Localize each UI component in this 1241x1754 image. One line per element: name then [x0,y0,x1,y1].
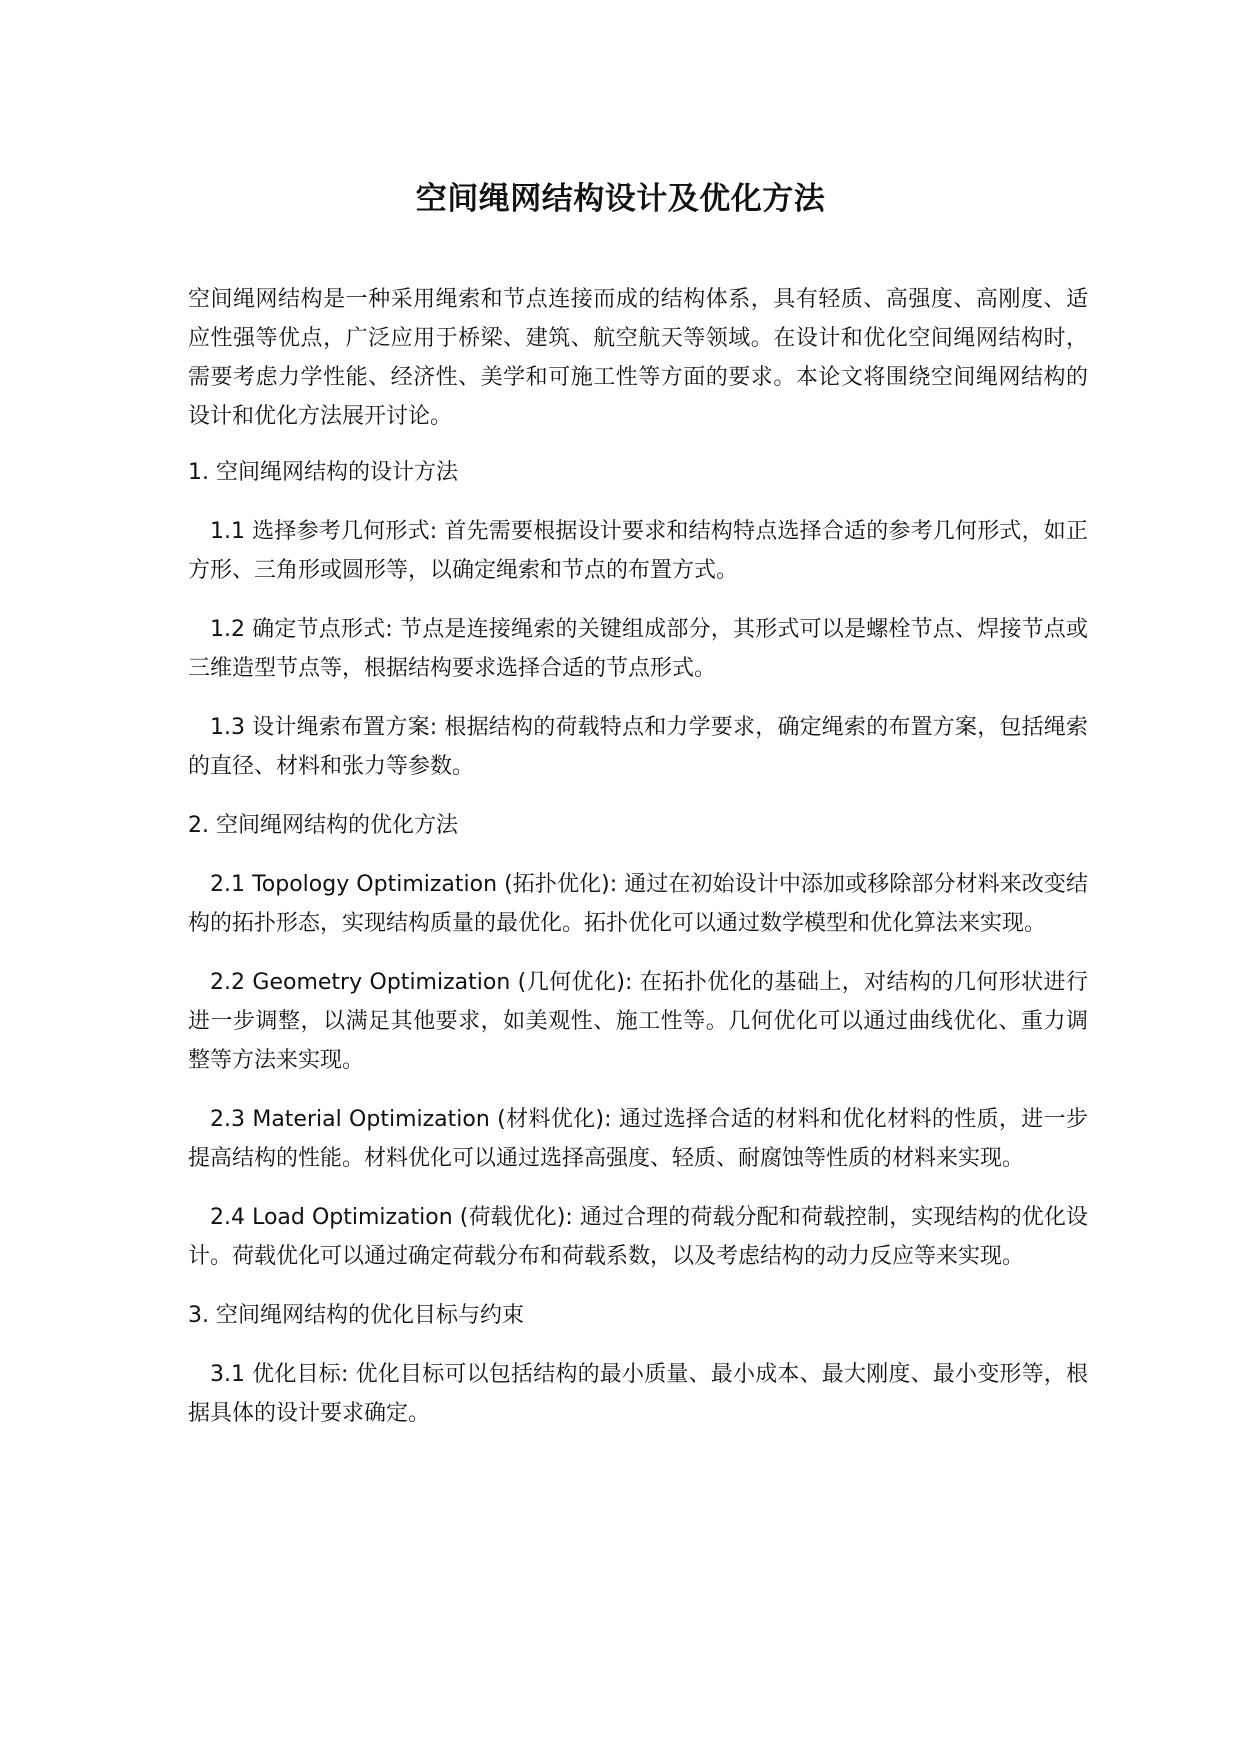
section-1-1-paragraph: 1.1 选择参考几何形式: 首先需要根据设计要求和结构特点选择合适的参考几何形式，如正方形、三角形或圆形等，以确定绳索和节点的布置方式。 [188,519,1088,583]
section-2-heading: 2. 空间绳网结构的优化方法 [188,813,458,838]
section-1-3-paragraph: 1.3 设计绳索布置方案: 根据结构的荷载特点和力学要求，确定绳索的布置方案，包括绳索的直径、材料和张力等参数。 [188,715,1088,779]
section-2-1-paragraph: 2.1 Topology Optimization (拓扑优化): 通过在初始设计中添加或移除部分材料来改变结构的拓扑形态，实现结构质量的最优化。拓扑优化可以通过数学模型和优化算法来实现。 [188,872,1088,936]
intro-paragraph: 空间绳网结构是一种采用绳索和节点连接而成的结构体系，具有轻质、高强度、高刚度、适应性强等优点，广泛应用于桥梁、建筑、航空航天等领域。在设计和优化空间绳网结构时，需要考虑力学性能、经济性、美学和可施工性等方面的要求。本论文将围绕空间绳网结构的设计和优化方法展开讨论。 [188,287,1088,429]
section-1-heading: 1. 空间绳网结构的设计方法 [188,460,458,485]
section-2-3-paragraph: 2.3 Material Optimization (材料优化): 通过选择合适的材料和优化材料的性质，进一步提高结构的性能。材料优化可以通过选择高强度、轻质、耐腐蚀等性质的材料来实现。 [188,1107,1088,1171]
section-3-1-paragraph: 3.1 优化目标: 优化目标可以包括结构的最小质量、最小成本、最大刚度、最小变形等，根据具体的设计要求确定。 [188,1362,1088,1426]
section-2-2-paragraph: 2.2 Geometry Optimization (几何优化): 在拓扑优化的基础上，对结构的几何形状进行进一步调整，以满足其他要求，如美观性、施工性等。几何优化可以通过曲线优化、重力调整等方法来实现。 [188,970,1088,1073]
document-title: 空间绳网结构设计及优化方法 [415,181,826,217]
section-2-4-paragraph: 2.4 Load Optimization (荷载优化): 通过合理的荷载分配和荷载控制，实现结构的优化设计。荷载优化可以通过确定荷载分布和荷载系数，以及考虑结构的动力反应等来实现。 [188,1205,1088,1269]
section-3-heading: 3. 空间绳网结构的优化目标与约束 [188,1303,524,1328]
section-1-2-paragraph: 1.2 确定节点形式: 节点是连接绳索的关键组成部分，其形式可以是螺栓节点、焊接节点或三维造型节点等，根据结构要求选择合适的节点形式。 [188,617,1088,681]
document-body [188,280,1088,1453]
